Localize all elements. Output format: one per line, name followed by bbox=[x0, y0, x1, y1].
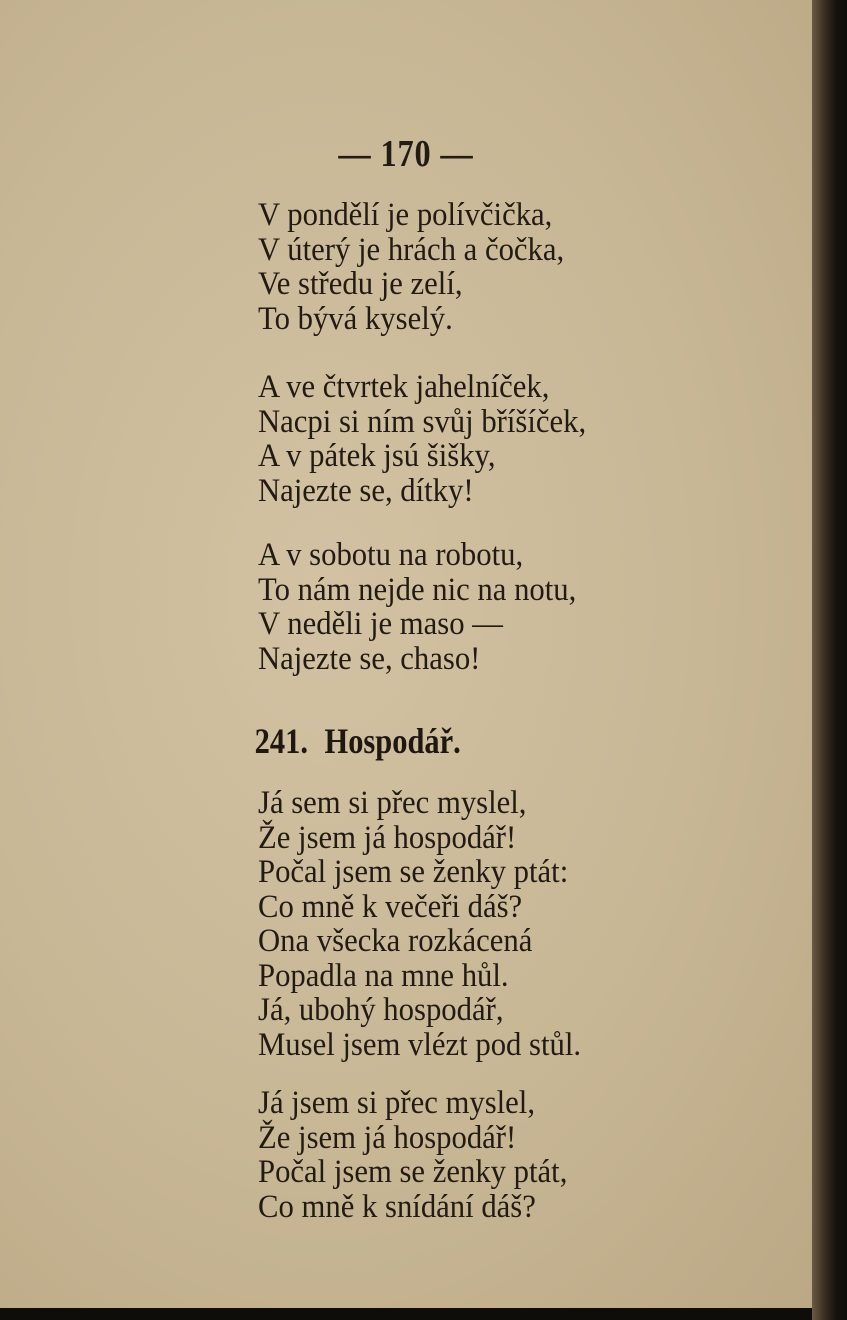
verse-line: V úterý je hrách a čočka, bbox=[258, 231, 565, 268]
verse-line: Nacpi si ním svůj bříšíček, bbox=[258, 403, 587, 440]
stanza-3 bbox=[258, 538, 600, 676]
verse-line: To nám nejde nic na notu, bbox=[258, 571, 577, 608]
verse-line: Počal jsem se ženky ptát, bbox=[258, 1154, 568, 1190]
verse-line: Já sem si přec myslel, bbox=[258, 785, 527, 821]
stanza-1 bbox=[258, 198, 587, 336]
song-title: Hospodář. bbox=[324, 721, 462, 761]
verse-line: A v sobotu na robotu, bbox=[258, 537, 524, 573]
verse-line: V neděli je maso — bbox=[258, 606, 503, 642]
verse-line: A ve čtvrtek jahelníček, bbox=[258, 369, 550, 405]
verse-line: Najezte se, chaso! bbox=[258, 640, 481, 677]
verse-line: Já, ubohý hospodář, bbox=[258, 992, 504, 1028]
song-stanza-1 bbox=[258, 786, 605, 1062]
verse-line: Že jsem já hospodář! bbox=[258, 1119, 517, 1156]
verse-line: Co mně k snídání dáš? bbox=[258, 1188, 536, 1225]
song-stanza-2 bbox=[258, 1086, 591, 1224]
verse-line: Najezte se, dítky! bbox=[258, 472, 474, 509]
verse-line: Že jsem já hospodář! bbox=[258, 819, 517, 856]
verse-line: V pondělí je polívčička, bbox=[258, 197, 553, 233]
verse-line: Popadla na mne hůl. bbox=[258, 957, 509, 994]
verse-line: A v pátek jsú šišky, bbox=[258, 438, 496, 474]
verse-line: Já jsem si přec myslel, bbox=[258, 1085, 536, 1121]
page-bottom-edge bbox=[0, 1308, 812, 1320]
verse-line: To bývá kyselý. bbox=[258, 300, 453, 337]
verse-line: Ve středu je zelí, bbox=[258, 266, 463, 302]
song-number: 241. bbox=[255, 721, 309, 761]
verse-line: Co mně k večeři dáš? bbox=[258, 888, 523, 925]
song-heading bbox=[0, 720, 720, 762]
verse-line: Ona všecka rozkácená bbox=[258, 923, 533, 959]
book-gutter bbox=[812, 0, 847, 1320]
verse-line: Počal jsem se ženky ptát: bbox=[258, 854, 569, 890]
verse-line: Musel jsem vlézt pod stůl. bbox=[258, 1026, 582, 1063]
page-number: — 170 — bbox=[338, 133, 474, 175]
stanza-2 bbox=[258, 370, 611, 508]
